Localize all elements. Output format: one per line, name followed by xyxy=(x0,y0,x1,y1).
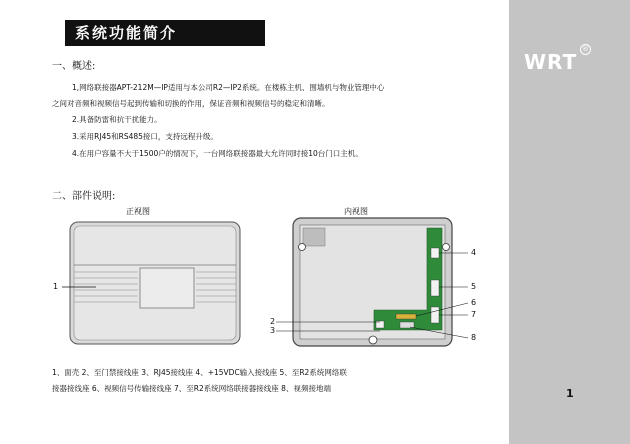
page-number: 1 xyxy=(566,387,574,400)
section-heading-components: 二、部件说明: xyxy=(52,191,116,202)
page-title: 系统功能简介 xyxy=(65,20,265,46)
callout-4: 4 xyxy=(471,248,477,257)
callout-6: 6 xyxy=(471,298,477,307)
legend-line-1: 1、面壳 2、至门禁接线座 3、RJ45接线座 4、+15VDC输入接线座 5、至R2系统网络联 xyxy=(52,368,347,377)
callout-5: 5 xyxy=(471,282,477,291)
callout-7: 7 xyxy=(471,310,477,319)
front-view-device xyxy=(62,222,240,344)
inner-view-label: 内视图 xyxy=(344,207,368,216)
brand-logo: WRT xyxy=(524,50,578,74)
inner-view-device xyxy=(276,218,468,346)
paragraph-4: 4.在用户容量不大于1500户的情况下，一台网络联接器最大允许同时接10台门口主机。 xyxy=(72,149,363,158)
paragraph-1b: 之间对音频和视频信号起到传输和切换的作用，保证音频和视频信号的稳定和清晰。 xyxy=(52,99,330,108)
callout-8: 8 xyxy=(471,333,477,342)
callout-3: 3 xyxy=(270,326,276,335)
paragraph-3: 3.采用RJ45和RS485接口，支持远程升级。 xyxy=(72,132,218,141)
callout-1: 1 xyxy=(53,282,59,291)
registered-mark-icon: ® xyxy=(582,45,589,53)
front-view-label: 正视图 xyxy=(126,207,150,216)
legend-line-2: 接器接线座 6、视频信号传输接线座 7、至R2系统网络联接器接线座 8、视频接地端 xyxy=(52,384,331,393)
section-heading-overview: 一、概述: xyxy=(52,61,96,72)
callout-2: 2 xyxy=(270,317,276,326)
paragraph-1a: 1,网络联接器APT-212M—IP适用与本公司R2—IP2系统。在楼栋主机、围墙机与物业管理中心 xyxy=(72,83,385,92)
paragraph-2: 2.具备防雷和抗干扰能力。 xyxy=(72,115,162,124)
